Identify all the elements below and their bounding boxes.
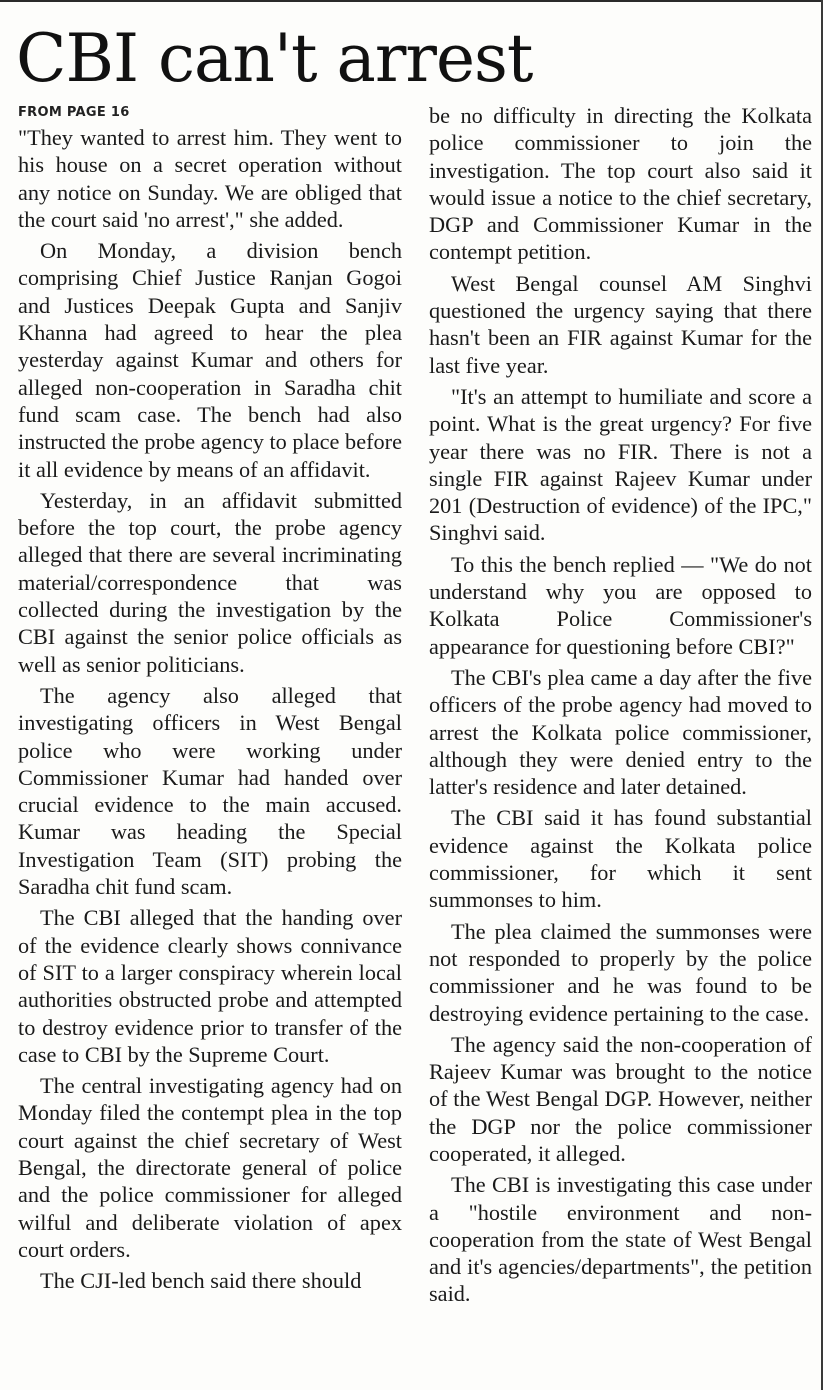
paragraph: "They wanted to arrest him. They went to his house on a secret operation without any notice on Sunday. We are obliged that the court said 'no arrest'," she added. (18, 125, 402, 232)
article-column-right (429, 102, 812, 1308)
paragraph: West Bengal counsel AM Singhvi questioned the urgency saying that there hasn't been an FIR against Kumar for the last five year. (429, 270, 812, 378)
paragraph: The CBI is investigating this case under a "hostile environment and non-cooperation from the state of West Bengal and it's agencies/departments", the petition said. (429, 1172, 812, 1307)
paragraph: "It's an attempt to humiliate and score a point. What is the great urgency? For five year there was no FIR. There is not a single FIR against Rajeev Kumar under 201 (Destruction of evidence) of the IPC," Singhvi said. (429, 383, 812, 546)
paragraph: Yesterday, in an affidavit submitted before the top court, the probe agency alleged that there are several incriminating material/correspondence that was collected during the investigation by the CBI against the senior police officials as well as senior politicians. (18, 487, 402, 677)
headline: CBI can't arrest (16, 20, 533, 97)
paragraph: The CJI-led bench said there should (40, 1268, 362, 1294)
page-reference: FROM PAGE 16 (18, 105, 130, 120)
paragraph: To this the bench replied — "We do not understand why you are opposed to Kolkata Police Commissioner's appearance for questioning before CBI?" (429, 551, 812, 659)
paragraph: The CBI alleged that the handing over of the evidence clearly shows connivance of SIT to a larger conspiracy wherein local authorities obstructed probe and attempted to destroy evidence prior to transfer of the case to CBI by the Supreme Court. (18, 905, 402, 1067)
paragraph: The central investigating agency had on Monday filed the contempt plea in the top court against the chief secretary of West Bengal, the directorate general of police and the police commissioner for alleged wilful and deliberate violation of apex court orders. (18, 1073, 402, 1262)
paragraph: The plea claimed the summonses were not responded to properly by the police commissioner and he was found to be destroying evidence pertaining to the case. (429, 918, 812, 1026)
paragraph: On Monday, a division bench comprising Chief Justice Ranjan Gogoi and Justices Deepak Gupta and Sanjiv Khanna had agreed to hear the plea yesterday against Kumar and others for alleged non-cooperation in Saradha chit fund scam case. The bench had also instructed the probe agency to place before it all evidence by means of an affidavit. (18, 238, 402, 482)
paragraph: be no difficulty in directing the Kolkata police commissioner to join the investigation. The top court also said it would issue a notice to the chief secretary, DGP and Commissioner Kumar in the contempt petition. (429, 103, 812, 265)
paragraph: The agency also alleged that investigating officers in West Bengal police who were working under Commissioner Kumar had handed over crucial evidence to the main accused. Kumar was heading the Special Investigation Team (SIT) probing the Saradha chit fund scam. (18, 682, 402, 900)
paragraph: The CBI said it has found substantial evidence against the Kolkata police commissioner, for which it sent summonses to him. (429, 805, 812, 913)
top-rule (0, 0, 823, 2)
paragraph: The agency said the non-cooperation of Rajeev Kumar was brought to the notice of the West Bengal DGP. However, neither the DGP nor the police commissioner cooperated, it alleged. (429, 1031, 812, 1166)
article-column-left (18, 102, 402, 1294)
paragraph: The CBI's plea came a day after the five officers of the probe agency had moved to arrest the Kolkata police commissioner, although they were denied entry to the latter's residence and later detained. (429, 664, 812, 800)
